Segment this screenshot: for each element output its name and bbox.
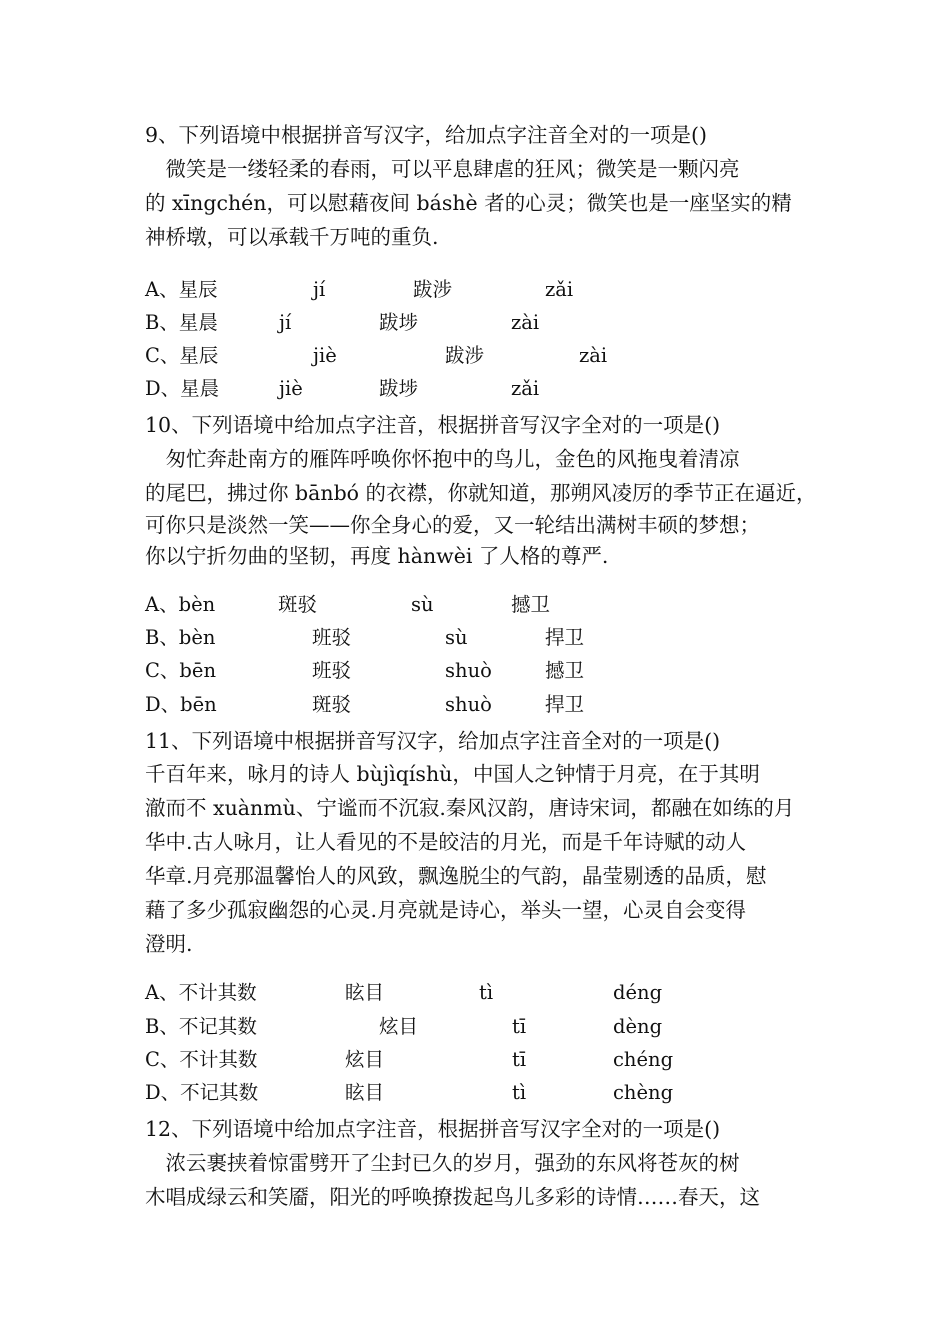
passage-line: 神桥墩，可以承载千万吨的重负.	[145, 225, 439, 249]
option-col-4: 撼卫	[511, 593, 551, 616]
option-col-1: C、bēn	[145, 659, 217, 682]
option-col-2: 斑驳	[312, 693, 352, 716]
option-col-4: zǎi	[545, 278, 574, 301]
option-col-3: sù	[445, 626, 468, 649]
option-col-3: shuò	[445, 693, 492, 716]
option-col-4: dèng	[613, 1015, 663, 1038]
option-col-4: 捍卫	[545, 693, 585, 716]
option-col-1: A、星辰	[145, 278, 218, 301]
passage-line: 的 xīngchén，可以慰藉夜间 báshè 者的心灵；微笑也是一座坚实的精	[145, 191, 792, 215]
passage-line: 澈而不 xuànmù、宁谧而不沉寂.秦风汉韵，唐诗宋词，都融在如练的月	[145, 796, 795, 820]
passage-line: 木唱成绿云和笑靥，阳光的呼唤撩拨起鸟儿多彩的诗情……春天，这	[145, 1185, 760, 1209]
option-col-1: D、不记其数	[145, 1081, 259, 1104]
passage-line: 的尾巴，拂过你 bānbó 的衣襟，你就知道，那朔风凌厉的季节正在逼近，	[145, 481, 817, 505]
passage-line: 浓云裹挟着惊雷劈开了尘封已久的岁月，强劲的东风将苍灰的树	[145, 1151, 740, 1175]
option-col-1: D、星晨	[145, 377, 220, 400]
question-12-passage	[145, 1146, 815, 1214]
option-col-1: C、星辰	[145, 344, 219, 367]
option-col-4: zài	[579, 344, 608, 367]
passage-line: 微笑是一缕轻柔的春雨，可以平息肆虐的狂风；微笑是一颗闪亮	[145, 157, 740, 181]
option-col-2: 炫目	[379, 1015, 419, 1038]
passage-line: 藉了多少孤寂幽怨的心灵.月亮就是诗心，举头一望，心灵自会变得	[145, 898, 747, 922]
passage-line: 匆忙奔赴南方的雁阵呼唤你怀抱中的鸟儿，金色的风拖曳着清凉	[145, 447, 740, 471]
question-9-title: 9、下列语境中根据拼音写汉字，给加点字注音全对的一项是()	[145, 123, 708, 147]
option-col-1: A、bèn	[145, 593, 216, 616]
option-col-2: 班驳	[312, 659, 352, 682]
option-col-2: 班驳	[312, 626, 352, 649]
option-col-2: 眩目	[345, 981, 385, 1004]
option-col-4: 捍卫	[545, 626, 585, 649]
option-col-4: 撼卫	[545, 659, 585, 682]
option-col-4: chèng	[613, 1081, 674, 1104]
option-col-2: 眩目	[345, 1081, 385, 1104]
question-11-passage	[145, 757, 815, 961]
question-10-title: 10、下列语境中给加点字注音，根据拼音写汉字全对的一项是()	[145, 413, 721, 437]
option-col-2: jí	[279, 311, 292, 334]
option-col-3: shuò	[445, 659, 492, 682]
option-col-3: tī	[512, 1048, 527, 1071]
passage-line: 你以宁折勿曲的坚韧，再度 hànwèi 了人格的尊严.	[145, 544, 609, 568]
passage-line: 华中.古人咏月，让人看见的不是皎洁的月光，而是千年诗赋的动人	[145, 830, 747, 854]
passage-line: 华章.月亮那温馨怡人的风致，飘逸脱尘的气韵，晶莹剔透的品质，慰	[145, 864, 767, 888]
option-col-3: tì	[479, 981, 494, 1004]
option-col-3: tì	[512, 1081, 527, 1104]
option-col-3: 跋埗	[379, 311, 419, 334]
question-9-passage	[145, 152, 815, 254]
option-col-1: B、星晨	[145, 311, 218, 334]
option-col-3: sù	[411, 593, 434, 616]
passage-line: 可你只是淡然一笑——你全身心的爱，又一轮结出满树丰硕的梦想；	[145, 513, 760, 537]
option-col-2: 斑驳	[278, 593, 318, 616]
option-col-1: B、不记其数	[145, 1015, 257, 1038]
option-col-2: jí	[313, 278, 326, 301]
passage-line: 澄明.	[145, 932, 193, 956]
option-col-1: A、不计其数	[145, 981, 257, 1004]
question-12-title: 12、下列语境中给加点字注音，根据拼音写汉字全对的一项是()	[145, 1117, 721, 1141]
option-col-4: zǎi	[511, 377, 540, 400]
option-col-3: 跋埗	[379, 377, 419, 400]
option-col-3: 跋涉	[445, 344, 485, 367]
option-col-1: C、不计其数	[145, 1048, 258, 1071]
option-col-3: tī	[512, 1015, 527, 1038]
option-col-1: D、bēn	[145, 693, 217, 716]
option-col-4: déng	[613, 981, 663, 1004]
option-col-2: 炫目	[345, 1048, 385, 1071]
option-col-1: B、bèn	[145, 626, 216, 649]
option-col-2: jiè	[279, 377, 303, 400]
option-col-4: zài	[511, 311, 540, 334]
option-col-3: 跋涉	[413, 278, 453, 301]
passage-line: 千百年来，咏月的诗人 bùjìqíshù，中国人之钟情于月亮，在于其明	[145, 762, 760, 786]
option-col-4: chéng	[613, 1048, 674, 1071]
question-10-passage	[145, 442, 815, 572]
question-11-title: 11、下列语境中根据拼音写汉字，给加点字注音全对的一项是()	[145, 729, 721, 753]
option-col-2: jiè	[313, 344, 337, 367]
